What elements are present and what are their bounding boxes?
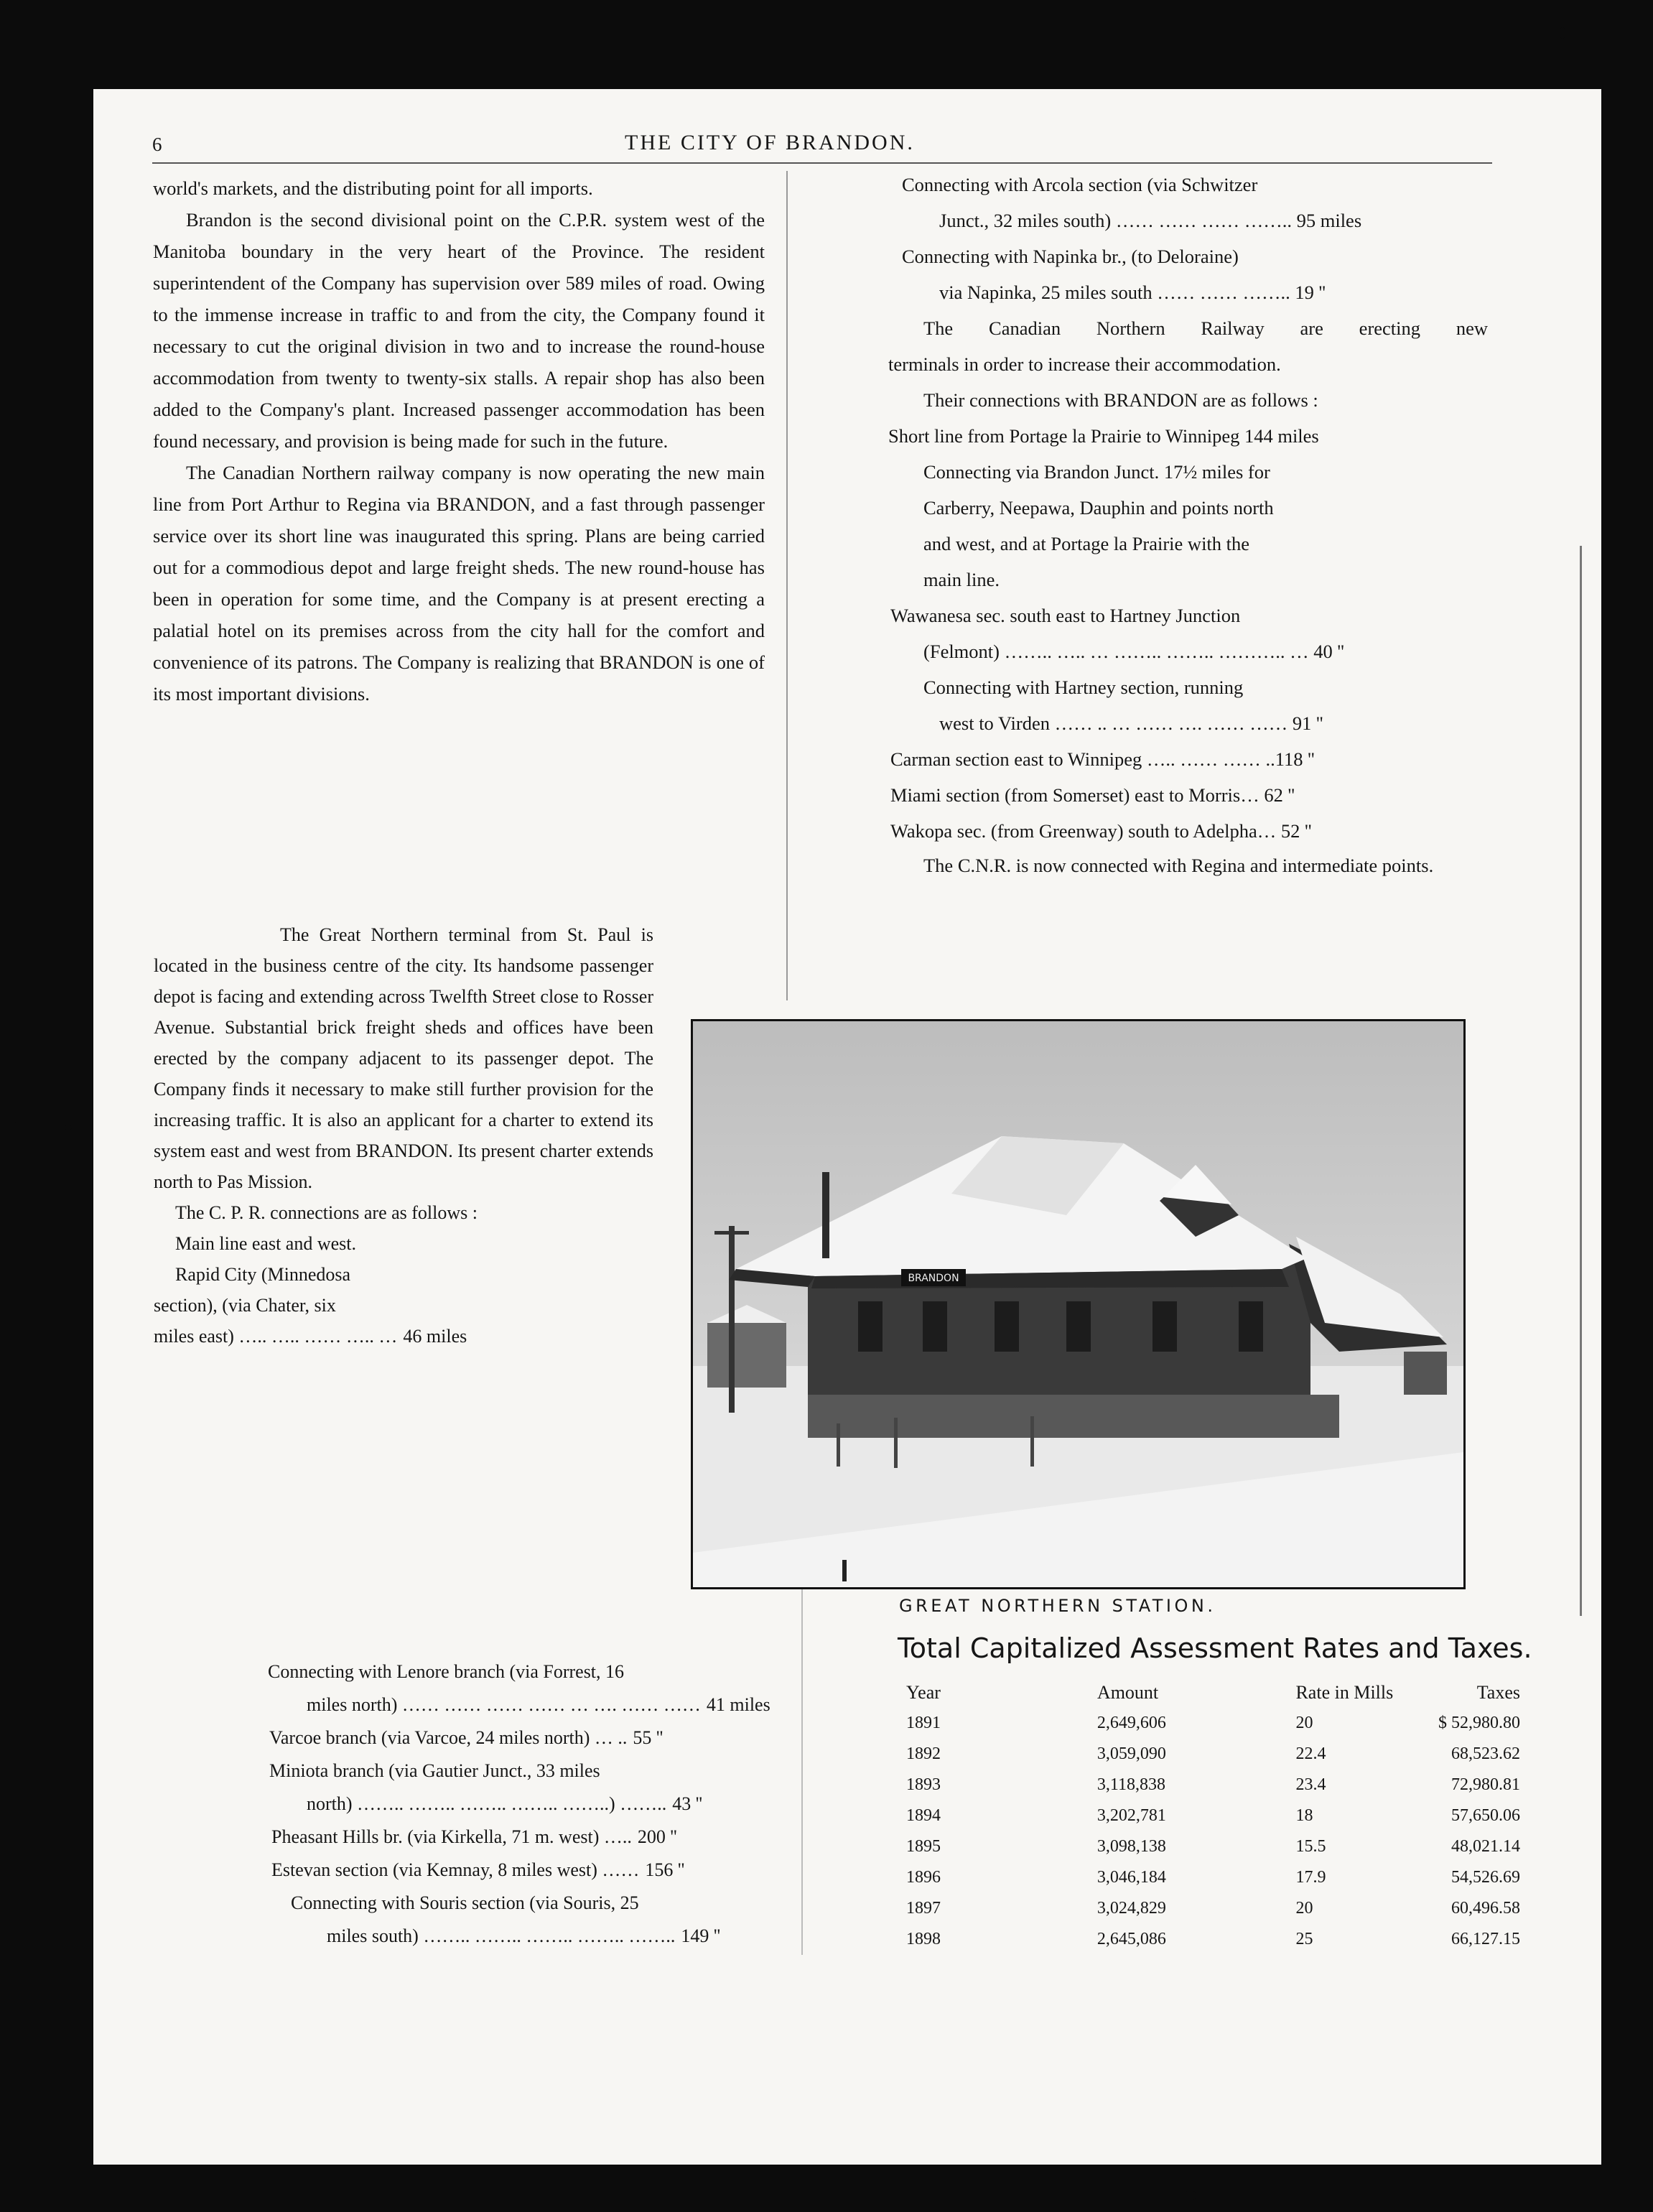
rate-cell: 22.4 bbox=[1295, 1744, 1326, 1763]
connection-row bbox=[154, 1755, 918, 1788]
taxes-cell: 57,650.06 bbox=[1451, 1806, 1520, 1825]
year-cell: 1893 bbox=[906, 1775, 941, 1794]
year-cell: 1894 bbox=[906, 1806, 941, 1825]
text-line: Main line east and west. bbox=[175, 1233, 356, 1254]
text-line: Wawanesa sec. south east to Hartney Junction bbox=[890, 605, 1241, 626]
taxes-cell: 60,496.58 bbox=[1451, 1899, 1520, 1918]
connection-row bbox=[154, 1887, 939, 1920]
station-illustration bbox=[693, 1021, 1463, 1587]
taxes-cell: $ 52,980.80 bbox=[1438, 1714, 1520, 1732]
route-distance: 156 '' bbox=[645, 1859, 685, 1880]
connection-row bbox=[154, 1721, 918, 1755]
station-photo bbox=[691, 1019, 1466, 1589]
scan-speck bbox=[14, 1122, 23, 1129]
station-sign-text: BRANDON bbox=[908, 1273, 959, 1284]
scan-speck bbox=[1350, 79, 1370, 89]
text-line: Carberry, Neepawa, Dauphin and points north bbox=[923, 497, 1274, 519]
table-row bbox=[906, 1924, 1520, 1955]
connection-row bbox=[154, 1655, 916, 1688]
rate-cell: 15.5 bbox=[1295, 1837, 1326, 1856]
scan-edge-line bbox=[1580, 546, 1582, 1616]
table-row bbox=[906, 1831, 1520, 1862]
table-row bbox=[906, 1862, 1520, 1893]
scan-speck bbox=[1185, 2190, 1196, 2201]
scan-speck bbox=[1560, 27, 1565, 39]
text-line: section), (via Chater, six bbox=[154, 1295, 336, 1316]
table-row bbox=[906, 1893, 1520, 1924]
text-line: and west, and at Portage la Prairie with the bbox=[923, 533, 1250, 554]
rate-cell: 20 bbox=[1295, 1899, 1313, 1918]
paragraph: The Great Northern terminal from St. Paul is located in the business centre of the city. Its handsome passenger depot is facing and extending across Twelfth Street close to Rosser Avenue. Substantial brick freight sheds and offices have been erected by the company adjacent to its passenger depot. The Company finds it necessary to make still further provision for the increasing traffic. It is also an applicant for a charter to extend its system east and west from BRANDON. Its present charter extends north to Pas Mission. bbox=[154, 924, 653, 1192]
left-column bbox=[153, 172, 765, 710]
year-cell: 1896 bbox=[906, 1868, 941, 1887]
connection-row bbox=[154, 1821, 920, 1854]
route-label: Estevan section (via Kemnay, 8 miles west) …… bbox=[271, 1859, 640, 1880]
text-line: Their connections with BRANDON are as follows : bbox=[923, 389, 1318, 411]
rate-cell: 20 bbox=[1295, 1714, 1313, 1732]
route-distance: 41 miles bbox=[706, 1694, 770, 1715]
text-line: The C.N.R. is now connected with Regina and intermediate points. bbox=[923, 855, 1434, 876]
connection-row bbox=[154, 1688, 941, 1721]
table-row bbox=[906, 1708, 1520, 1739]
text-line: west to Virden …… .. … …… …. …… …… 91 '' bbox=[939, 712, 1323, 734]
text-line: Short line from Portage la Prairie to Winnipeg 144 miles bbox=[888, 425, 1319, 447]
text-line: Wakopa sec. (from Greenway) south to Adelpha… 52 '' bbox=[890, 820, 1312, 842]
year-cell: 1895 bbox=[906, 1837, 941, 1856]
text-line: Connecting with Napinka br., (to Deloraine) bbox=[902, 246, 1239, 267]
paragraph: The C. P. R. connections are as follows : bbox=[175, 1202, 478, 1223]
connection-row bbox=[154, 1854, 920, 1887]
tax-table bbox=[906, 1682, 1520, 1955]
rate-cell: 18 bbox=[1295, 1806, 1313, 1825]
year-cell: 1892 bbox=[906, 1744, 941, 1763]
route-label: Miniota branch (via Gautier Junct., 33 miles bbox=[269, 1760, 600, 1781]
table-row bbox=[906, 1770, 1520, 1800]
amount-cell: 3,046,184 bbox=[1096, 1868, 1166, 1887]
route-distance: 46 miles bbox=[403, 1326, 467, 1347]
amount-cell: 2,645,086 bbox=[1096, 1930, 1166, 1948]
table-header-row bbox=[906, 1682, 1520, 1708]
route-label: Connecting with Souris section (via Souris, 25 bbox=[291, 1892, 639, 1913]
year-cell: 1897 bbox=[906, 1899, 941, 1918]
column-rule bbox=[786, 171, 788, 1000]
column-header: Rate in Mills bbox=[1295, 1682, 1394, 1703]
text-line: via Napinka, 25 miles south …… …… …….. 19 '' bbox=[939, 282, 1326, 303]
right-column bbox=[798, 167, 1488, 882]
text-line: terminals in order to increase their accommodation. bbox=[888, 353, 1281, 375]
route-label: Connecting with Lenore branch (via Forrest, 16 bbox=[268, 1661, 625, 1682]
page-number: 6 bbox=[152, 134, 162, 155]
running-title: THE CITY OF BRANDON. bbox=[625, 131, 915, 154]
route-label: Pheasant Hills br. (via Kirkella, 71 m. west) ….. bbox=[271, 1826, 632, 1847]
amount-cell: 2,649,606 bbox=[1096, 1714, 1166, 1732]
amount-cell: 3,059,090 bbox=[1096, 1744, 1166, 1763]
text-line: main line. bbox=[923, 569, 1000, 590]
text-line: Miami section (from Somerset) east to Morris… 62 '' bbox=[890, 784, 1295, 806]
taxes-cell: 48,021.14 bbox=[1451, 1837, 1520, 1856]
text-line: Carman section east to Winnipeg ….. …… …… ..118 '' bbox=[890, 748, 1315, 770]
paragraph: Brandon is the second divisional point on the C.P.R. system west of the Manitoba boundary in the very heart of the Province. The resident superintendent of the Company has supervision over 589 miles of road. Owing to the immense increase in traffic to and from the city, the Company found it necessary to cut the original division in two and to increase the round-house accommodation from twenty to twenty-six stalls. A repair shop has also been added to the Company's plant. Increased passenger accommodation has been found necessary, and provision is being made for such in the future. bbox=[153, 209, 765, 452]
text-line: Connecting with Arcola section (via Schwitzer bbox=[902, 174, 1258, 195]
amount-cell: 3,202,781 bbox=[1096, 1806, 1166, 1825]
year-cell: 1891 bbox=[906, 1714, 941, 1732]
text-line: Rapid City (Minnedosa bbox=[175, 1264, 351, 1285]
paragraph: The Canadian Northern railway company is now operating the new main line from Port Arthur to Regina via BRANDON, and a fast through passenger service over its short line was inaugurated this spring. Plans are being carried out for a commodious depot and large freight sheds. The new round-house has been in operation for some time, and the Company is at present erecting a palatial hotel on its premises across from the city hall for the comfort and convenience of its patrons. The Company is realizing that BRANDON is one of its most important divisions. bbox=[153, 462, 765, 705]
column-header: Amount bbox=[1096, 1682, 1159, 1703]
table-row bbox=[906, 1739, 1520, 1770]
route-label: miles north) …… …… …… …… … …. …… …… bbox=[307, 1694, 701, 1715]
text-line: Junct., 32 miles south) …… …… …… …….. 95 miles bbox=[939, 210, 1362, 231]
table-title: Total Capitalized Assessment Rates and Taxes. bbox=[898, 1632, 1532, 1664]
amount-cell: 3,118,838 bbox=[1096, 1775, 1166, 1794]
text-line: (Felmont) …….. ….. … …….. …….. ……….. … 40 '' bbox=[923, 641, 1344, 662]
rate-cell: 23.4 bbox=[1295, 1775, 1326, 1794]
route-distance: 149 '' bbox=[681, 1925, 721, 1946]
route-distance: 43 '' bbox=[672, 1793, 703, 1814]
taxes-cell: 54,526.69 bbox=[1451, 1868, 1520, 1887]
distance-row bbox=[154, 1321, 658, 1352]
great-northern-text bbox=[154, 919, 653, 1352]
photo-caption: GREAT NORTHERN STATION. bbox=[899, 1596, 1216, 1616]
text-line: Connecting via Brandon Junct. 17½ miles for bbox=[923, 461, 1270, 483]
connection-row bbox=[154, 1788, 941, 1821]
text-line: The Canadian Northern Railway are erecting new bbox=[923, 317, 1488, 339]
route-distance: 200 '' bbox=[637, 1826, 677, 1847]
route-label: north) …….. …….. …….. …….. ……..) …….. bbox=[307, 1793, 667, 1814]
taxes-cell: 72,980.81 bbox=[1451, 1775, 1520, 1794]
route-label: Varcoe branch (via Varcoe, 24 miles north) … .. bbox=[269, 1727, 628, 1748]
year-cell: 1898 bbox=[906, 1930, 941, 1948]
amount-cell: 3,024,829 bbox=[1096, 1899, 1166, 1918]
connection-row bbox=[154, 1920, 946, 1953]
text-line: Connecting with Hartney section, running bbox=[923, 677, 1244, 698]
rate-cell: 17.9 bbox=[1295, 1868, 1326, 1887]
amount-cell: 3,098,138 bbox=[1096, 1837, 1166, 1856]
column-header: Taxes bbox=[1476, 1682, 1520, 1703]
rate-cell: 25 bbox=[1295, 1930, 1313, 1948]
route-label: miles east) ….. ….. …… ….. … bbox=[154, 1326, 398, 1347]
taxes-cell: 68,523.62 bbox=[1451, 1744, 1520, 1763]
column-header: Year bbox=[906, 1682, 941, 1703]
route-label: miles south) …….. …….. …….. …….. …….. bbox=[327, 1925, 676, 1946]
route-distance: 55 '' bbox=[633, 1727, 663, 1748]
cpr-connections-list bbox=[154, 1655, 872, 1953]
taxes-cell: 66,127.15 bbox=[1451, 1930, 1520, 1948]
paragraph: world's markets, and the distributing point for all imports. bbox=[153, 177, 593, 199]
header-rule bbox=[152, 162, 1492, 164]
table-row bbox=[906, 1800, 1520, 1831]
